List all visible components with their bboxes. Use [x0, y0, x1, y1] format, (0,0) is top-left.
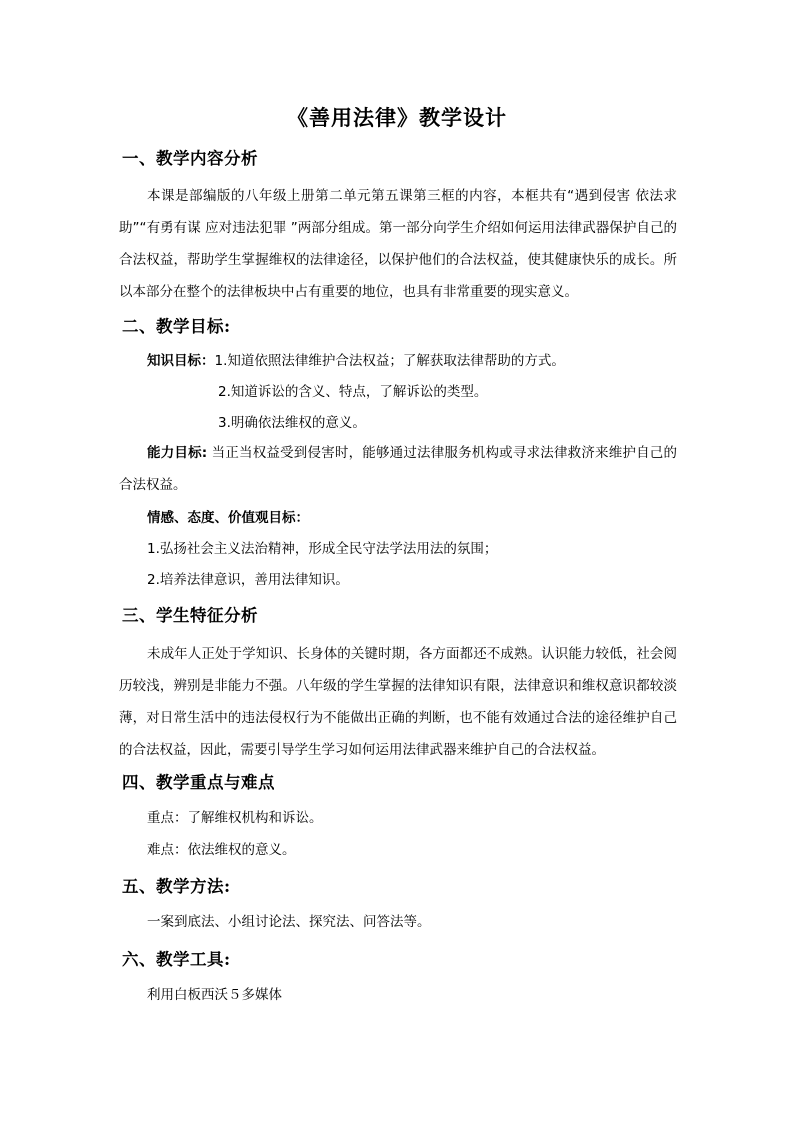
knowledge-goal-item-3: 3.明确依法维权的意义。 — [218, 415, 366, 431]
knowledge-goal-line-1 — [147, 351, 565, 371]
emotion-goal-item-1: 1.弘扬社会主义法治精神，形成全民守法学法用法的氛围； — [147, 541, 498, 557]
knowledge-goal-item-1: 1.知道依照法律维护合法权益；了解获取法律帮助的方式。 — [214, 353, 565, 369]
ability-goal-label: 能力目标: — [147, 445, 208, 461]
section-heading-key-points: 四、教学重点与难点 — [122, 773, 275, 792]
emotion-goal-label: 情感、态度、价值观目标： — [147, 510, 309, 526]
knowledge-goal-item-2: 2.知道诉讼的含义、特点，了解诉讼的类型。 — [218, 384, 488, 400]
student-analysis-paragraph: 未成年人正处于学知识、长身体的关键时期，各方面都还不成熟。认识能力较低，社会阅历较浅，辨别是非能力不强。八年级的学生掌握的法律知识有限，法律意识和维权意识都较淡薄，对日常生活中的违法侵权行为不能做出正确的判断，也不能有效通过合法的途径维护自己的合法权益，因此，需要引导学生学习如何运用法律武器来维护自己的合法权益。 — [119, 646, 677, 758]
section-heading-content-analysis: 一、教学内容分析 — [122, 149, 258, 168]
document-title: 《善用法律》教学设计 — [287, 105, 507, 130]
ability-goal-paragraph — [119, 437, 677, 501]
ability-goal-text: 当正当权益受到侵害时，能够通过法律服务机构或寻求法律救济来维护自己的合法权益。 — [119, 445, 677, 493]
section-heading-teaching-methods: 五、教学方法: — [122, 877, 231, 896]
section-heading-student-analysis: 三、学生特征分析 — [122, 606, 258, 625]
teaching-tools-text: 利用白板西沃５多媒体 — [147, 987, 282, 1003]
section-heading-teaching-tools: 六、教学工具: — [122, 950, 231, 969]
key-point-line: 重点：了解维权机构和诉讼。 — [147, 810, 323, 826]
emotion-goal-item-2: 2.培养法律意识，善用法律知识。 — [147, 572, 349, 588]
difficulty-line: 难点：依法维权的意义。 — [147, 842, 296, 858]
teaching-methods-text: 一案到底法、小组讨论法、探究法、问答法等。 — [147, 914, 431, 930]
section-heading-teaching-goals: 二、教学目标: — [122, 317, 231, 336]
knowledge-goal-label: 知识目标： — [147, 353, 215, 369]
content-analysis-paragraph: 本课是部编版的八年级上册第二单元第五课第三框的内容，本框共有“遇到侵害 依法求助”“有勇有谋 应对违法犯罪 ”两部分组成。第一部分向学生介绍如何运用法律武器保护自己的合法权益，帮助学生掌握维权的法律途径，以保护他们的合法权益，使其健康快乐的成长。所以本部分在整个的法律板块中占有重要的地位，也具有非常重要的现实意义。 — [119, 188, 677, 300]
